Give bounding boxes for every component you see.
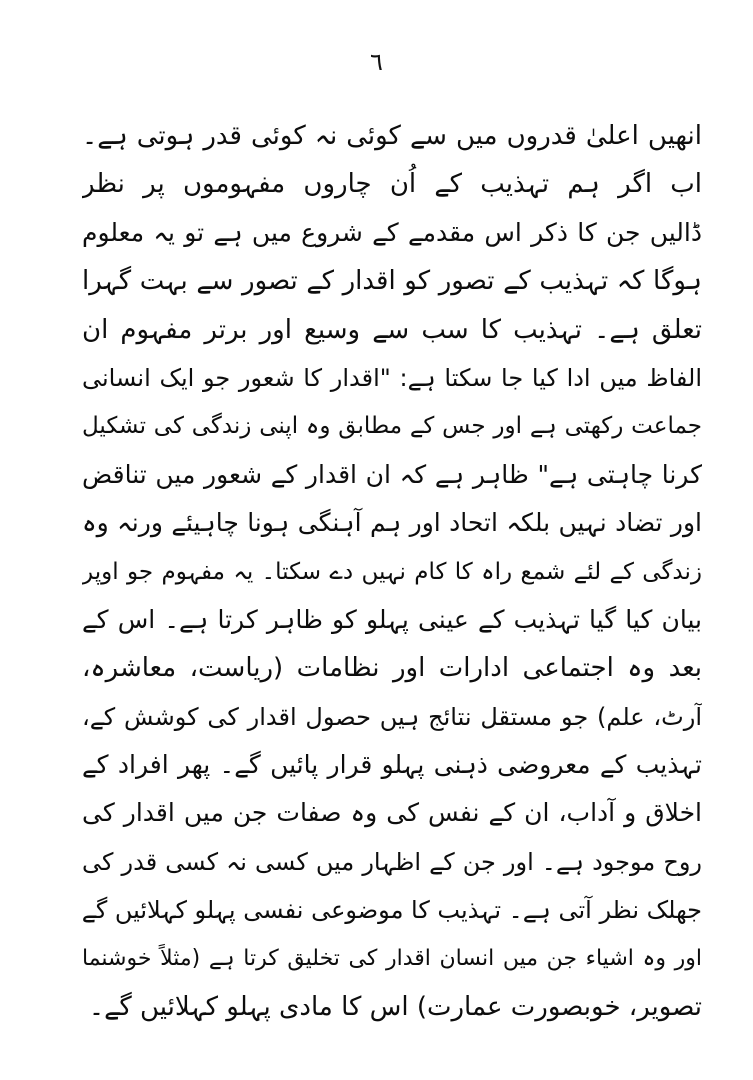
- text-line: تعلق ہے۔ تہذیب کا سب سے وسیع اور برتر مفہوم ان: [82, 314, 702, 345]
- text-line: ہوگا کہ تہذیب کے تصور کو اقدار کے تصور سے بہت گہرا: [82, 266, 702, 297]
- page-text: [82, 112, 702, 1031]
- text-line: تہذیب کے معروضی ذہنی پہلو قرار پائیں گے۔ پھر افراد کے: [82, 750, 702, 780]
- text-line: اور وہ اشیاء جن میں انسان اقدار کی تخلیق کرتا ہے (مثلاً خوشنما: [82, 945, 702, 971]
- text-line: تصویر، خوبصورت عمارت) اس کا مادی پہلو کہلائیں گے۔: [88, 992, 702, 1023]
- text-line: بعد وہ اجتماعی ادارات اور نظامات (ریاست، معاشرہ،: [82, 653, 702, 684]
- text-line: زندگی کے لئے شمع راہ کا کام نہیں دے سکتا۔ یہ مفہوم جو اوپر: [82, 558, 702, 585]
- text-line: کرنا چاہتی ہے" ظاہر ہے کہ ان اقدار کے شعور میں تناقض: [82, 459, 702, 489]
- text-line: ڈالیں جن کا ذکر اس مقدمے کے شروع میں ہے تو یہ معلوم: [82, 217, 702, 247]
- text-line: اخلاق و آداب، ان کے نفس کی وہ صفات جن میں اقدار کی: [82, 798, 702, 828]
- text-line: اب اگر ہم تہذیب کے اُن چاروں مفہوموں پر نظر: [82, 169, 702, 200]
- text-line: الفاظ میں ادا کیا جا سکتا ہے: "اقدار کا شعور جو ایک انسانی: [82, 363, 702, 392]
- text-line: انھیں اعلیٰ قدروں میں سے کوئی نہ کوئی قدر ہوتی ہے۔: [82, 121, 702, 151]
- text-line: جھلک نظر آتی ہے۔ تہذیب کا موضوعی نفسی پہلو کہلائیں گے: [82, 896, 702, 925]
- text-line: آرٹ، علم) جو مستقل نتائج ہیں حصول اقدار کی کوشش کے،: [82, 702, 702, 731]
- page-number: ٦: [370, 48, 383, 76]
- text-line: اور تضاد نہیں بلکہ اتحاد اور ہم آہنگی ہونا چاہیئے ورنہ وہ: [82, 508, 702, 538]
- text-line: جماعت رکھتی ہے اور جس کے مطابق وہ اپنی زندگی کی تشکیل: [82, 413, 702, 440]
- text-line: روح موجود ہے۔ اور جن کے اظہار میں کسی نہ کسی قدر کی: [82, 847, 702, 876]
- text-line: بیان کیا گیا تہذیب کے عینی پہلو کو ظاہر کرتا ہے۔ اس کے: [82, 604, 702, 634]
